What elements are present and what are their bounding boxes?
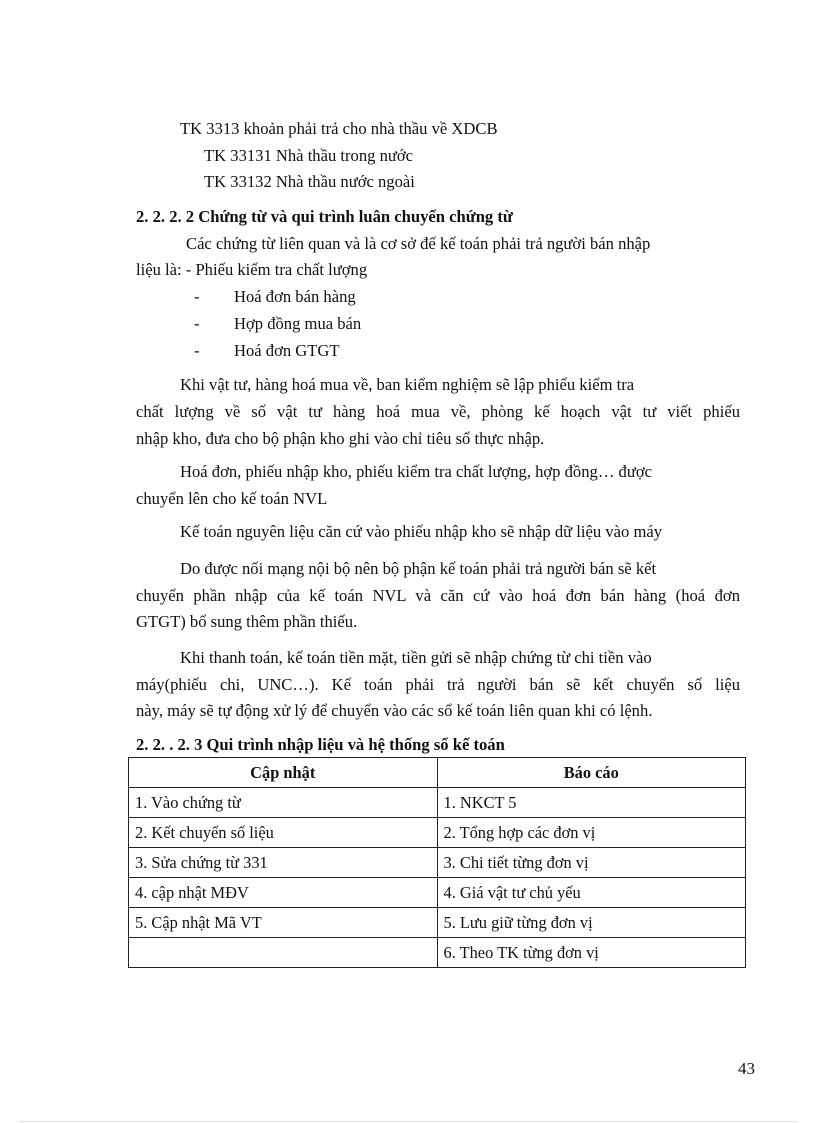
list-item-hoa-don-ban-hang: Hoá đơn bán hàng xyxy=(234,287,356,306)
section-heading-2222: 2. 2. 2. 2 Chứng từ và qui trình luân chuyển chứng từ xyxy=(136,207,513,226)
list-item-hoa-don-gtgt: Hoá đơn GTGT xyxy=(234,341,340,360)
para1-line3: nhập kho, đưa cho bộ phận kho ghi vào chỉ tiêu số thực nhập. xyxy=(136,429,545,448)
data-entry-table xyxy=(128,757,746,968)
para1-line2: chất lượng về số vật tư hàng hoá mua về, phòng kế hoạch vật tư viết phiếu xyxy=(136,402,740,421)
table-row xyxy=(129,908,746,938)
table-cell: 5. Lưu giữ từng đơn vị xyxy=(437,908,746,938)
table-cell: 2. Tổng hợp các đơn vị xyxy=(437,818,746,848)
para2-line1: Hoá đơn, phiếu nhập kho, phiếu kiểm tra chất lượng, hợp đồng… được xyxy=(180,462,652,481)
table-row xyxy=(129,788,746,818)
account-tk33131: TK 33131 Nhà thầu trong nước xyxy=(204,146,414,165)
para5-line2: máy(phiếu chi, UNC…). Kế toán phải trả người bán sẽ kết chuyển số liệu xyxy=(136,675,740,694)
list-dash: - xyxy=(194,287,200,306)
list-dash: - xyxy=(194,341,200,360)
table-cell: 1. Vào chứng từ xyxy=(129,788,438,818)
list-dash: - xyxy=(194,314,200,333)
table-row xyxy=(129,878,746,908)
table-cell: 2. Kết chuyển số liệu xyxy=(129,818,438,848)
intro-line-1: Các chứng từ liên quan và là cơ sở để kế toán phải trả người bán nhập xyxy=(186,234,651,253)
section-heading-2223: 2. 2. . 2. 3 Qui trình nhập liệu và hệ thống sổ kế toán xyxy=(136,735,505,754)
page-bottom-divider xyxy=(20,1121,796,1122)
para5-line3: này, máy sẽ tự động xử lý để chuyển vào các sổ kế toán liên quan khi có lệnh. xyxy=(136,701,653,720)
table-header-row xyxy=(129,758,746,788)
table-row xyxy=(129,848,746,878)
intro-line-2: liệu là: - Phiếu kiểm tra chất lượng xyxy=(136,260,368,279)
para3: Kế toán nguyên liệu căn cứ vào phiếu nhập kho sẽ nhập dữ liệu vào máy xyxy=(180,522,663,541)
column-header-cap-nhat: Cập nhật xyxy=(129,758,438,788)
table-cell: 6. Theo TK từng đơn vị xyxy=(437,938,746,968)
column-header-bao-cao: Báo cáo xyxy=(437,758,746,788)
account-tk3313: TK 3313 khoản phải trả cho nhà thầu về XDCB xyxy=(180,119,498,138)
para1-line1: Khi vật tư, hàng hoá mua về, ban kiểm nghiệm sẽ lập phiếu kiểm tra xyxy=(180,375,635,394)
table-cell xyxy=(129,938,438,968)
para2-line2: chuyển lên cho kế toán NVL xyxy=(136,489,328,508)
table-row xyxy=(129,938,746,968)
table-cell: 1. NKCT 5 xyxy=(437,788,746,818)
table-row xyxy=(129,818,746,848)
table-cell: 3. Chi tiết từng đơn vị xyxy=(437,848,746,878)
para4-line1: Do được nối mạng nội bộ nên bộ phận kế toán phải trả người bán sẽ kết xyxy=(180,559,657,578)
account-tk33132: TK 33132 Nhà thầu nước ngoài xyxy=(204,172,415,191)
page-number: 43 xyxy=(738,1059,755,1078)
para4-line2: chuyển phần nhập của kế toán NVL và căn cứ vào hoá đơn bán hàng (hoá đơn xyxy=(136,586,740,605)
para4-line3: GTGT) bổ sung thêm phần thiếu. xyxy=(136,612,358,631)
list-item-hop-dong: Hợp đồng mua bán xyxy=(234,314,362,333)
table-cell: 3. Sửa chứng từ 331 xyxy=(129,848,438,878)
table-cell: 5. Cập nhật Mã VT xyxy=(129,908,438,938)
para5-line1: Khi thanh toán, kế toán tiền mặt, tiền gửi sẽ nhập chứng từ chi tiền vào xyxy=(180,648,652,667)
table-cell: 4. cập nhật MĐV xyxy=(129,878,438,908)
table-cell: 4. Giá vật tư chủ yếu xyxy=(437,878,746,908)
